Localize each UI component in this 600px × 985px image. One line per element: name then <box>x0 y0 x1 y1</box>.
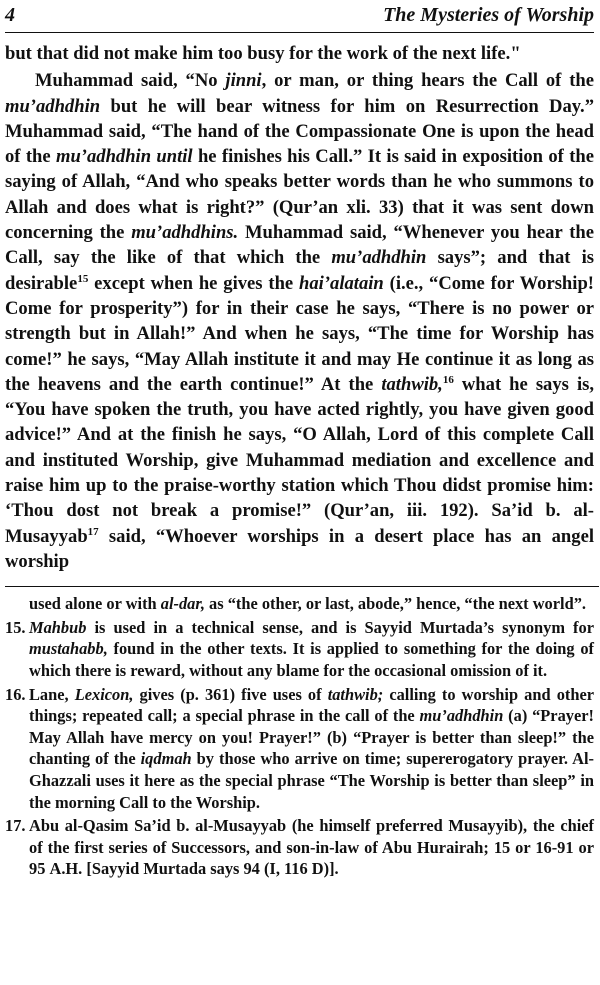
footnote-16 <box>5 684 594 814</box>
text-span: (a) “Prayer! May Allah have mercy on you! Prayer!” (b) “Prayer is better than sleep!” the chanting of the <box>29 706 594 769</box>
italic-term: mu’adhdhin <box>5 95 101 117</box>
italic-term: tathwib; <box>327 684 384 704</box>
text-span: gives (p. 361) five uses of <box>133 684 328 704</box>
italic-term: Lexicon, <box>74 684 134 704</box>
text-span: as “the other, or last, abode,” hence, “the next world”. <box>204 594 586 614</box>
footnote-continuation <box>5 593 594 615</box>
footnotes <box>5 593 594 880</box>
text-span: said, “Whoever worships in a desert place has an angel worship <box>5 525 594 572</box>
italic-term: mu’adhdhin <box>331 247 427 269</box>
text-span: Abu al-Qasim Sa’id b. al-Musayyab (he himself preferred Musayyib), the chief of the first series of Successors, and son-in-law of Abu Hurairah; 15 or 16-91 or 95 <box>29 816 594 879</box>
text-span: [Sayyid Murtada says 94 (I, 116 D)]. <box>82 859 339 879</box>
text-span: he finishes his Call.” It is said in exposition of the saying of Allah, “And who speaks better words than he who summons to Allah and does what is right?” (Qur’an xli. 33) that it was sent down concerning the <box>5 146 594 244</box>
running-head <box>5 2 594 30</box>
footnote-15 <box>5 617 594 682</box>
footnote-17 <box>5 815 594 880</box>
italic-term: mu’adhdhin until <box>55 146 193 168</box>
text-span: used alone or with <box>29 594 161 614</box>
italic-term: al-dar, <box>160 594 205 614</box>
footnote-ref-15[interactable]: 15 <box>77 272 89 285</box>
italic-term: hai’alatain <box>299 272 384 294</box>
text-span: says”; and that is desirable <box>5 247 594 294</box>
paragraph-1: but that did not make him too busy for the work of the next life." <box>5 43 521 64</box>
footnote-number: 17. <box>5 816 26 836</box>
running-title: The Mysteries of Worship <box>383 4 594 26</box>
header-rule <box>5 32 594 33</box>
page-number: 4 <box>5 4 15 26</box>
footnote-ref-16[interactable]: 16 <box>442 373 454 386</box>
footnote-rule <box>5 586 599 587</box>
italic-term: mustahabb, <box>29 639 108 659</box>
italic-term: Mahbub <box>29 617 87 637</box>
era-abbreviation: A.H. <box>49 859 83 879</box>
text-span: calling to worship and other things; repeated call; a special phrase in the call of the <box>29 684 595 726</box>
text-span: , or man, or thing hears the Call of the <box>261 70 594 92</box>
text-span: what he says is, “You have spoken the truth, you have acted rightly, you have given good advice!” And at the finish he says, “O Allah, Lord of this complete Call and instituted Worship, give Muhammad mediation and excellence and raise him up to the praise-worthy station which Thou didst promise him: ‘Thou dost not break a promise!” (Qur’an, iii. 192). Sa’id b. al-Musayyab <box>5 373 594 547</box>
italic-term: iqdmah <box>140 749 192 769</box>
italic-term: tathwib, <box>381 373 443 395</box>
body-text <box>5 41 594 574</box>
text-span: Muhammad said, “No <box>35 70 226 92</box>
text-span: but he will bear witness for him on Resurrection Day.” Muhammad said, “The hand of the Compassionate One is upon the head of the <box>5 95 594 168</box>
text-span: except when he gives the <box>88 272 300 294</box>
italic-term: mu’adhdhins. <box>131 222 239 244</box>
text-span: Lane, <box>29 684 75 704</box>
footnote-number: 15. <box>5 617 26 637</box>
text-span: found in the other texts. It is applied to something for the doing of which there is reward, without any blame for the occasional omission of it. <box>29 639 594 681</box>
footnote-ref-17[interactable]: 17 <box>87 525 99 538</box>
text-span: (i.e., “Come for Worship! Come for prosperity”) for in their case he says, “There is no power or strength but in Allah!” And when he says, “The time for Worship has come!” he says, “May Allah institute it and may He continue it as long as the heavens and the earth continue!” At the <box>5 272 594 395</box>
text-span: is used in a technical sense, and is Sayyid Murtada’s synonym for <box>86 617 594 637</box>
footnote-number: 16. <box>5 684 26 704</box>
text-span: Muhammad said, “Whenever you hear the Call, say the like of that which the <box>5 222 594 269</box>
italic-term: mu’adhdhin <box>419 706 504 726</box>
text-span: by those who arrive on time; supererogatory prayer. Al-Ghazzali uses it here as the special phrase “The Worship is better than sleep” in the morning Call to the Worship. <box>29 749 594 812</box>
paragraph-2 <box>5 68 594 574</box>
italic-term: jinni <box>225 70 262 92</box>
